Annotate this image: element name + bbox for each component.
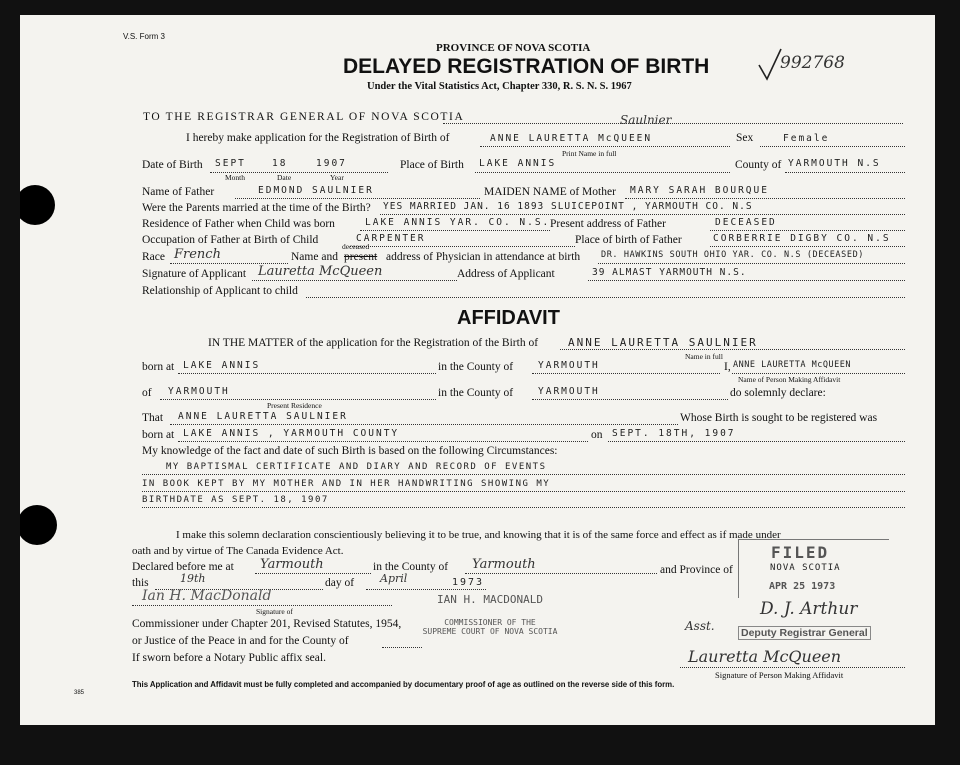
father-value: EDMOND SAULNIER <box>258 185 374 196</box>
check-mark-icon <box>755 45 785 85</box>
dob-year: 1907 <box>316 158 347 169</box>
deputy-registrar-stamp: Deputy Registrar General <box>738 626 871 640</box>
application-intro: I hereby make application for the Registration of Birth of <box>186 132 450 144</box>
year-label: Year <box>330 173 344 182</box>
physician-label-c: address of Physician in attendance at birth <box>386 251 581 263</box>
pob-label: Place of Birth <box>400 159 464 171</box>
filed-stamp-text: FILED <box>771 543 830 562</box>
father-address-label: Present address of Father <box>550 218 666 230</box>
circumstance-line-3: BIRTHDATE AS SEPT. 18, 1907 <box>142 495 329 505</box>
residence-label: Residence of Father when Child was born <box>142 218 335 230</box>
father-address-value: DECEASED <box>715 217 777 228</box>
physician-value: DR. HAWKINS SOUTH OHIO YAR. CO. N.S (DECEASED) <box>601 250 865 260</box>
of-county-value: YARMOUTH <box>538 386 600 397</box>
day-of-label: day of <box>325 577 355 589</box>
year-value: 1973 <box>452 577 485 588</box>
declare-label: do solemnly declare: <box>730 387 826 399</box>
of-label: of <box>142 387 152 399</box>
that-value: ANNE LAURETTA SAULNIER <box>178 411 348 422</box>
sex-value: Female <box>783 133 830 144</box>
child-name-value: ANNE LAURETTA McQUEEN <box>490 133 653 144</box>
occupation-value: CARPENTER <box>356 233 426 244</box>
occupation-label: Occupation of Father at Birth of Child <box>142 234 319 246</box>
solemn-declaration-line-2: oath and by virtue of The Canada Evidence Act. <box>132 545 344 557</box>
married-label: Were the Parents married at the time of the Birth? <box>142 202 371 214</box>
filed-stamp-date: APR 25 1973 <box>769 581 836 592</box>
that-label: That <box>142 412 164 424</box>
affiant-signature: Lauretta McQueen <box>688 647 842 666</box>
form-footer-note: This Application and Affidavit must be fully completed and accompanied by documentary proof of age as outlined on the reverse side of this form. <box>132 680 675 689</box>
affidavit-heading: AFFIDAVIT <box>457 307 560 329</box>
affidavit-name-value: ANNE LAURETTA SAULNIER <box>568 336 758 349</box>
province-label: and Province of <box>660 564 733 576</box>
commissioner-stamp-name: IAN H. MACDONALD <box>437 593 543 606</box>
affiant-signature-label: Signature of Person Making Affidavit <box>715 670 844 680</box>
registration-number: 992768 <box>780 53 845 73</box>
in-county-label-2: in the County of <box>438 387 514 399</box>
on-value: SEPT. 18TH, 1907 <box>612 428 736 439</box>
on-label: on <box>591 429 603 441</box>
father-pob-label: Place of birth of Father <box>575 234 682 246</box>
justice-line: or Justice of the Peace in and for the County of <box>132 635 349 647</box>
declared-county-value: Yarmouth <box>472 557 536 572</box>
applicant-address-value: 39 ALMAST YARMOUTH N.S. <box>592 267 747 278</box>
dob-day: 18 <box>272 158 288 169</box>
affiant-label: Name of Person Making Affidavit <box>738 375 841 384</box>
mother-label: MAIDEN NAME of Mother <box>484 186 616 198</box>
solemn-declaration-line-1: I make this solemn declaration conscientiously believing it to be true, and knowing that it is of the same force and effect as if made under <box>176 529 781 541</box>
present-residence-note: Present Residence <box>267 401 322 410</box>
date-label: Date <box>277 173 292 182</box>
name-in-full-note: Name in full <box>685 352 723 361</box>
month-label: Month <box>225 173 246 182</box>
corner-number: 385 <box>74 690 85 696</box>
physician-label-deceased: deceased <box>342 242 370 251</box>
circumstance-line-1: MY BAPTISMAL CERTIFICATE AND DIARY AND RECORD OF EVENTS <box>166 462 547 472</box>
applicant-signature-label: Signature of Applicant <box>142 268 247 280</box>
affidavit-intro: IN THE MATTER of the application for the Registration of the Birth of <box>208 337 539 349</box>
physician-label-a: Name and <box>291 251 338 263</box>
commissioner-stamp-title-1: COMMISSIONER OF THE <box>444 618 536 627</box>
i-label: I, <box>724 361 731 373</box>
form-subtitle: Under the Vital Statistics Act, Chapter 330, R. S. N. S. 1967 <box>367 81 632 92</box>
county-value: YARMOUTH N.S <box>788 158 881 169</box>
relationship-label: Relationship of Applicant to child <box>142 285 298 297</box>
circumstance-line-2: IN BOOK KEPT BY MY MOTHER AND IN HER HANDWRITING SHOWING MY <box>142 479 551 489</box>
born-at-label-2: born at <box>142 429 175 441</box>
this-day-value: 19th <box>180 572 206 585</box>
form-number: V.S. Form 3 <box>123 32 165 41</box>
province-heading: PROVINCE OF NOVA SCOTIA <box>436 42 591 54</box>
born-county-value: YARMOUTH <box>538 360 600 371</box>
name-correction: Saulnier <box>620 113 672 127</box>
asst-label: Asst. <box>685 619 715 633</box>
of-value: YARMOUTH <box>168 386 230 397</box>
affiant-value: ANNE LAURETTA McQUEEN <box>733 360 851 370</box>
filed-stamp <box>738 539 889 598</box>
born-label: born at <box>142 361 175 373</box>
knowledge-label: My knowledge of the fact and date of such Birth is based on the following Circumstances: <box>142 445 558 457</box>
dob-label: Date of Birth <box>142 159 203 171</box>
this-label: this <box>132 577 149 589</box>
residence-value: LAKE ANNIS YAR. CO. N.S. <box>365 217 551 228</box>
mother-value: MARY SARAH BOURQUE <box>630 185 769 196</box>
applicant-address-label: Address of Applicant <box>457 268 555 280</box>
born-at-value-2: LAKE ANNIS , YARMOUTH COUNTY <box>183 428 400 439</box>
declared-at-value: Yarmouth <box>260 557 324 572</box>
married-value: YES MARRIED JAN. 16 1893 SLUICEPOINT , YARMOUTH CO. N.S <box>383 201 753 212</box>
commissioner-stamp-title-2: SUPREME COURT OF NOVA SCOTIA <box>422 627 558 636</box>
race-label: Race <box>142 251 165 263</box>
declared-label: Declared before me at <box>132 561 234 573</box>
race-value: French <box>174 247 221 262</box>
notary-line: If sworn before a Notary Public affix seal. <box>132 652 326 664</box>
born-value: LAKE ANNIS <box>183 360 261 371</box>
county-label: County of <box>735 159 782 171</box>
signature-of-label: Signature of <box>256 607 293 616</box>
punch-hole-top <box>20 185 55 225</box>
province-value: NOVA SCOTIA <box>770 563 841 573</box>
sex-label: Sex <box>736 132 754 144</box>
commissioner-stamp <box>416 593 564 636</box>
in-county-label-1: in the County of <box>438 361 514 373</box>
dob-month: SEPT <box>215 158 246 169</box>
punch-hole-bottom <box>20 505 57 545</box>
whose-birth-label: Whose Birth is sought to be registered was <box>680 412 878 424</box>
commissioner-signature: Ian H. MacDonald <box>142 588 272 604</box>
document-page <box>20 15 935 725</box>
declared-county-label: in the County of <box>373 561 449 573</box>
father-pob-value: CORBERRIE DIGBY CO. N.S <box>713 233 891 244</box>
to-registrar-line: TO THE REGISTRAR GENERAL OF NOVA SCOTIA <box>143 111 465 123</box>
month-value: April <box>380 572 408 585</box>
physician-label-present: present <box>344 251 378 263</box>
form-title: DELAYED REGISTRATION OF BIRTH <box>343 55 710 78</box>
pob-value: LAKE ANNIS <box>479 158 557 169</box>
commissioner-line: Commissioner under Chapter 201, Revised Statutes, 1954, <box>132 618 402 630</box>
applicant-signature: Lauretta McQueen <box>258 264 383 279</box>
deputy-signature: D. J. Arthur <box>760 599 858 619</box>
father-label: Name of Father <box>142 186 215 198</box>
print-name-note: Print Name in full <box>562 149 617 158</box>
